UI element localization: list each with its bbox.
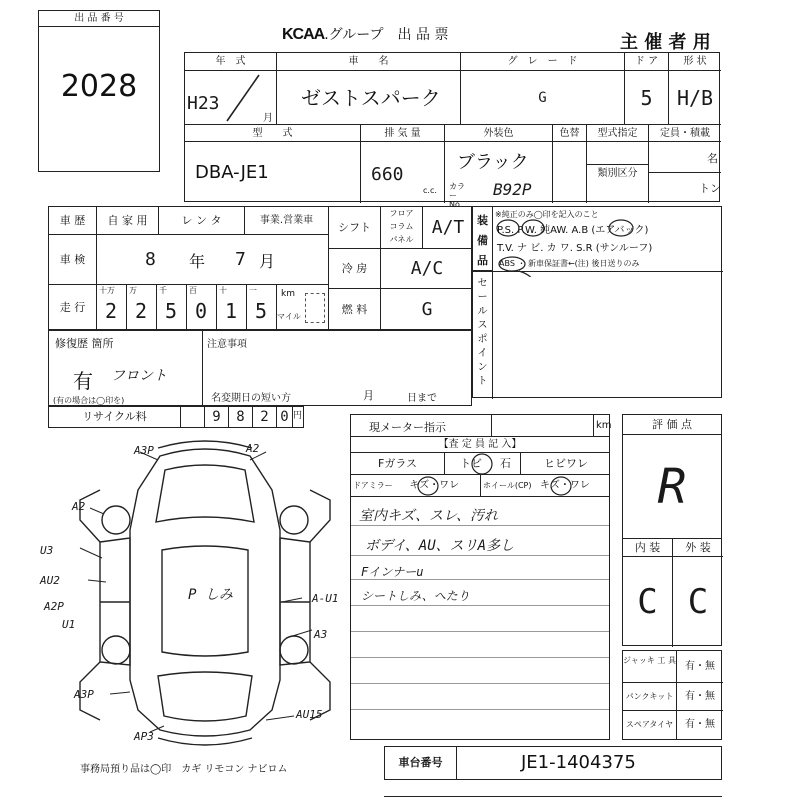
wheel-value: キズ・ワレ bbox=[540, 480, 590, 491]
mileage-unit: 一 bbox=[249, 286, 257, 295]
year-slash-mark bbox=[223, 71, 263, 125]
body-value: H/B bbox=[669, 71, 721, 125]
mirror-wheel-circle-marks bbox=[351, 475, 611, 497]
usage-private: 自 家 用 bbox=[97, 207, 159, 235]
repaint-header: 色替 bbox=[553, 125, 587, 142]
damage-mark: A3P bbox=[74, 688, 94, 701]
remark-line: ボデイ、AU、スリA多し bbox=[365, 538, 515, 554]
glass-label: Fガラス bbox=[351, 453, 445, 475]
capacity-header: 定員・積載 bbox=[649, 125, 721, 142]
displacement-header: 排 気 量 bbox=[361, 125, 445, 142]
inspection-year-unit: 年 bbox=[189, 252, 206, 271]
equipment-label: 装 備 品 bbox=[473, 207, 493, 271]
door-value: 5 bbox=[625, 71, 669, 125]
form-title-text: .グループ 出 品 票 bbox=[324, 27, 449, 43]
interior-grade: C bbox=[623, 557, 673, 647]
shift-label: シフト bbox=[329, 207, 381, 249]
car-rear-bumper bbox=[158, 738, 252, 745]
damage-mark: U1 bbox=[62, 618, 76, 631]
jack-value: 有・無 bbox=[677, 651, 723, 683]
damage-mark: AU2 bbox=[40, 574, 60, 587]
capacity-divider bbox=[649, 172, 721, 173]
meter-unit: km bbox=[593, 415, 612, 437]
mileage-digit: 5 bbox=[255, 299, 268, 323]
grade-box bbox=[622, 414, 722, 646]
glass-circle-mark bbox=[467, 453, 497, 475]
type-designation-header: 型式指定 bbox=[587, 125, 649, 142]
mileage-digit: 5 bbox=[165, 299, 178, 323]
remark-line: Fインナーu bbox=[361, 565, 424, 579]
office-note: 事務局預り品は◯印 カギ リモコン ナビロム bbox=[80, 764, 288, 775]
shift-options bbox=[381, 207, 423, 249]
sales-point-label: セ ー ル ス ポ イ ン ト bbox=[473, 271, 493, 399]
mileage-digit-box bbox=[127, 285, 157, 331]
mileage-digit-box bbox=[217, 285, 247, 331]
mileage-unit: 十 bbox=[219, 286, 227, 295]
grade-label: 評 価 点 bbox=[623, 415, 721, 435]
interior-label: 内 装 bbox=[623, 539, 673, 557]
ac-label: 冷 房 bbox=[329, 249, 381, 289]
recycle-digit: 9 bbox=[205, 407, 229, 427]
remark-line: シートしみ、へたり bbox=[361, 589, 470, 603]
wheel-rear-right bbox=[280, 636, 308, 664]
ruled-line bbox=[351, 525, 609, 526]
repair-history-value: 有 bbox=[73, 369, 93, 393]
recycle-digit-box bbox=[181, 407, 205, 427]
ruled-line bbox=[351, 631, 609, 632]
grade-header: グ レ ー ド bbox=[461, 53, 625, 71]
equipment-line-3: ABS ・ 新車保証書←(注) 後日送りのみ bbox=[499, 259, 640, 268]
damage-mark: A3P bbox=[134, 444, 154, 457]
repaint-cell bbox=[553, 142, 587, 203]
door-header: ド ア bbox=[625, 53, 669, 71]
glass-row bbox=[351, 453, 609, 475]
shift-value: A/T bbox=[423, 207, 473, 249]
usage-commercial: 事業.営業車 bbox=[245, 207, 329, 235]
wheel-label: ホイール(CP) bbox=[483, 481, 532, 490]
color-value: ブラック bbox=[457, 152, 529, 173]
mileage-digit-box bbox=[97, 285, 127, 331]
transfer-label: 名変期日の短い方 bbox=[211, 393, 291, 404]
mileage-digit: 0 bbox=[195, 299, 208, 323]
mileage-digit-box bbox=[157, 285, 187, 331]
mileage-unit: 千 bbox=[159, 286, 167, 295]
recycle-unit: 円 bbox=[293, 411, 303, 421]
equipment-line-2: T.V. ナ ビ. カ ワ. S.R (サンルーフ) bbox=[497, 243, 653, 254]
damage-mark: P しみ bbox=[188, 587, 233, 603]
inspection-label: 車 検 bbox=[49, 235, 97, 285]
recycle-label: リサイクル料 bbox=[49, 407, 181, 427]
mirror-label: ドアミラー bbox=[353, 481, 393, 490]
usage-table bbox=[48, 206, 472, 330]
cc-unit: c.c. bbox=[423, 186, 437, 195]
capacity-unit-tons: トン bbox=[699, 182, 721, 195]
overall-grade: R bbox=[623, 435, 721, 539]
ruled-line bbox=[351, 657, 609, 658]
color-header: 外装色 bbox=[445, 125, 553, 142]
color-code-value: B92P bbox=[493, 180, 532, 199]
inspection-month: 7 bbox=[235, 249, 246, 270]
car-front-bumper bbox=[158, 441, 252, 448]
damage-mark: A2P bbox=[44, 600, 64, 613]
car-name-value: ゼストスパーク bbox=[277, 71, 461, 125]
caution-label: 注意事項 bbox=[207, 339, 247, 350]
displacement-cell bbox=[361, 142, 445, 203]
damage-mark: AU15 bbox=[296, 708, 323, 721]
equipment-line-1: P.S. P.W. 純AW. A.B (エアバック) bbox=[497, 225, 649, 236]
ruled-line bbox=[351, 683, 609, 684]
chassis-value: JE1-1404375 bbox=[521, 752, 636, 773]
mileage-unit: 百 bbox=[189, 286, 197, 295]
recycle-digit: 2 bbox=[253, 407, 277, 427]
color-code-label: カラー No. bbox=[449, 182, 465, 209]
inspection-cell bbox=[97, 235, 329, 285]
exterior-label: 外 装 bbox=[673, 539, 723, 557]
displacement-value: 660 bbox=[371, 164, 404, 185]
inspector-title: 【査 定 員 記 入】 bbox=[351, 437, 609, 453]
remark-line: 室内キズ、スレ、汚れ bbox=[359, 508, 499, 524]
body-header: 形 状 bbox=[669, 53, 721, 71]
wheel-front-left bbox=[102, 506, 130, 534]
damage-mark: U3 bbox=[40, 544, 54, 557]
usage-rental: レ ン タ bbox=[159, 207, 245, 235]
ac-value: A/C bbox=[381, 249, 473, 289]
shift-panel: パネル bbox=[389, 235, 414, 244]
form-title bbox=[282, 24, 448, 44]
car-trunk-outline bbox=[158, 672, 252, 721]
capacity-cell bbox=[649, 142, 721, 203]
model-header: 型 式 bbox=[185, 125, 361, 142]
fuel-value: G bbox=[421, 299, 433, 320]
inspector-box bbox=[350, 414, 610, 740]
glass-chip: トビ bbox=[460, 457, 482, 470]
km-label: km bbox=[281, 289, 295, 299]
mileage-label: 走 行 bbox=[49, 285, 97, 331]
year-value: H23 bbox=[187, 93, 220, 114]
recycle-digit: 0 bbox=[277, 407, 293, 427]
chassis-label: 車台番号 bbox=[385, 747, 457, 779]
sales-point-top-line bbox=[473, 271, 723, 272]
damage-mark: A2 bbox=[72, 500, 86, 513]
damage-mark: AP3 bbox=[134, 730, 154, 743]
damage-mark: A3 bbox=[314, 628, 328, 641]
mileage-digit: 2 bbox=[105, 299, 118, 323]
exterior-grade: C bbox=[687, 582, 709, 622]
mirror-value: キズ・ワレ bbox=[409, 480, 460, 491]
lot-number-value: 2028 bbox=[60, 69, 138, 104]
repair-history-cell bbox=[49, 331, 203, 407]
repair-note: (有の場合は◯印を) bbox=[53, 396, 125, 405]
wheel-front-right bbox=[280, 506, 308, 534]
recycle-digit: 8 bbox=[229, 407, 253, 427]
lot-number-box bbox=[38, 10, 160, 172]
spare-label: スペアタイヤ bbox=[623, 711, 677, 739]
usage-label: 車 歴 bbox=[49, 207, 97, 235]
grade-value: G bbox=[461, 71, 625, 125]
damage-mark: A2 bbox=[246, 442, 260, 455]
meter-box bbox=[491, 415, 595, 437]
ruled-line bbox=[351, 709, 609, 710]
equipment-note: ※純正のみ◯印を記入のこと bbox=[495, 210, 599, 219]
wheel-rear-left bbox=[102, 636, 130, 664]
org-logo: KCAA bbox=[282, 26, 325, 43]
equipment-circle-marks bbox=[493, 207, 723, 277]
mileage-unit: 万 bbox=[129, 286, 137, 295]
meter-label: 現メーター指示 bbox=[369, 421, 446, 434]
year-header: 年 式 bbox=[185, 53, 277, 71]
mile-label: マイル bbox=[277, 312, 301, 321]
shift-floor: フロア bbox=[389, 209, 414, 218]
recycle-box bbox=[48, 406, 304, 428]
model-value: DBA-JE1 bbox=[185, 142, 361, 203]
glass-crack: ヒビワレ bbox=[544, 457, 588, 470]
repair-caution-box bbox=[48, 330, 472, 406]
inspection-month-unit: 月 bbox=[259, 252, 276, 271]
jack-label: ジャッキ 工 具 bbox=[623, 651, 677, 683]
meter-row bbox=[351, 415, 612, 437]
mirror-wheel-row bbox=[351, 475, 609, 497]
repair-history-label: 修復歴 箇所 bbox=[55, 337, 114, 350]
glass-stone: 石 bbox=[491, 453, 521, 475]
spare-value: 有・無 bbox=[685, 719, 715, 730]
tools-box bbox=[622, 650, 722, 740]
mileage-unit: 十万 bbox=[99, 286, 115, 295]
vehicle-info-table bbox=[184, 52, 721, 209]
next-section-line bbox=[384, 796, 722, 797]
type-designation-cell bbox=[587, 142, 649, 203]
capacity-unit-persons: 名 bbox=[707, 152, 718, 165]
chassis-box bbox=[384, 746, 722, 780]
fuel-label: 燃 料 bbox=[329, 289, 381, 331]
puncture-label: パンクキット bbox=[623, 683, 677, 711]
damage-mark: A-U1 bbox=[312, 592, 339, 605]
mileage-digit: 1 bbox=[225, 299, 238, 323]
category-label: 類別区分 bbox=[587, 164, 648, 182]
equipment-box bbox=[472, 206, 722, 398]
caution-cell bbox=[203, 331, 473, 407]
month-unit: 月 bbox=[263, 113, 273, 124]
transfer-month: 月 bbox=[363, 389, 374, 402]
ruled-line bbox=[351, 555, 609, 556]
shift-column: コラム bbox=[389, 222, 414, 231]
year-cell bbox=[185, 71, 277, 125]
name-header: 車 名 bbox=[277, 53, 461, 71]
transfer-day: 日まで bbox=[407, 393, 437, 404]
car-hood-outline bbox=[156, 465, 254, 522]
mileage-digit: 2 bbox=[135, 299, 148, 323]
puncture-value: 有・無 bbox=[677, 683, 723, 711]
mileage-digit-box bbox=[187, 285, 217, 331]
inspection-year: 8 bbox=[145, 249, 156, 270]
ruled-line bbox=[351, 605, 609, 606]
repair-location: フロント bbox=[111, 368, 167, 384]
mileage-cell bbox=[97, 285, 329, 331]
mileage-check-box bbox=[305, 293, 325, 323]
host-label: 主 催 者 用 bbox=[620, 32, 711, 53]
mileage-digit-box bbox=[247, 285, 277, 331]
color-cell bbox=[445, 142, 553, 209]
lot-number-label: 出 品 番 号 bbox=[39, 11, 159, 27]
